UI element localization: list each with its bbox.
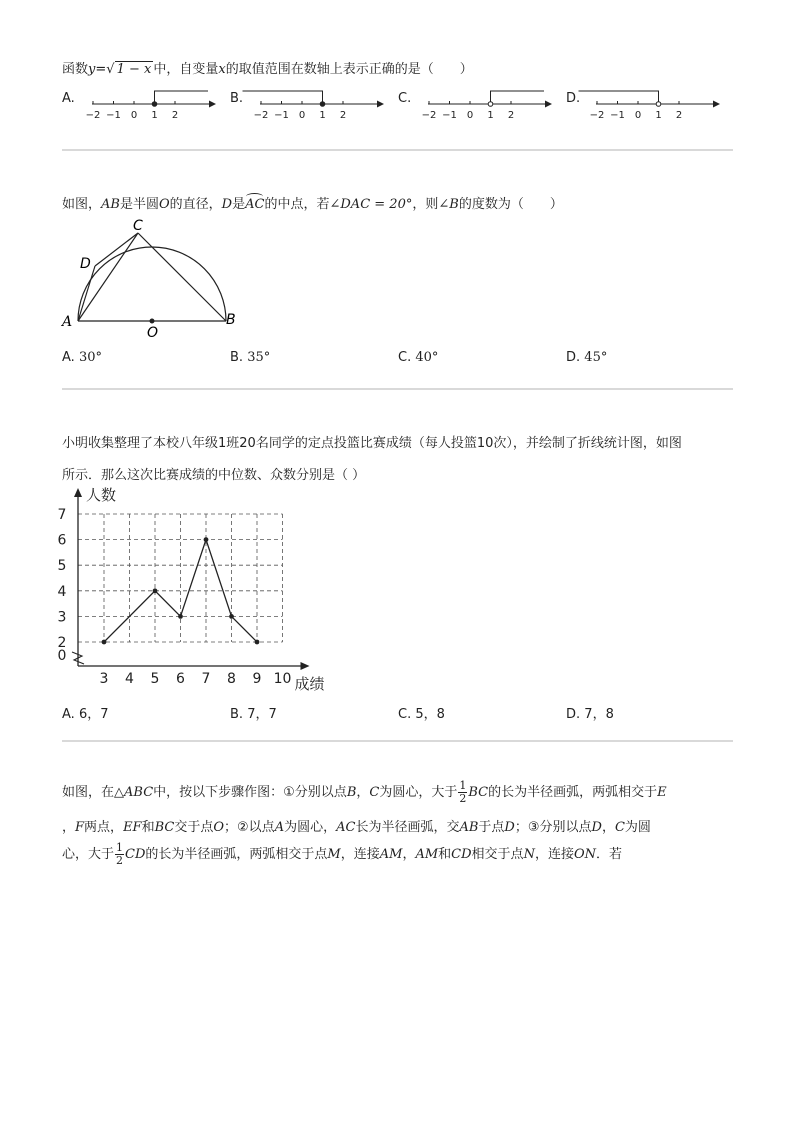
- q4-text: 相交于点: [471, 847, 524, 862]
- q4-line3: [62, 840, 622, 870]
- q1-var-x: x: [218, 62, 226, 77]
- q4-text: ，: [356, 785, 370, 800]
- q1-stem-text: 函数: [62, 62, 89, 77]
- y-axis-arrow: [74, 488, 82, 497]
- data-point: [102, 640, 107, 645]
- y-tick-label: 4: [57, 583, 67, 600]
- q1-sqrt-body: 1 − x: [116, 62, 152, 77]
- tick-label: −2: [589, 110, 605, 121]
- q1-eq: =: [95, 62, 107, 77]
- x-tick-label: 6: [176, 671, 185, 687]
- tick-label: −2: [85, 110, 101, 121]
- center-point-o: [150, 319, 155, 324]
- q1-number-line-d: [589, 86, 722, 121]
- q4-segment-am: AM: [379, 847, 403, 862]
- q4-segment-cd: CD: [125, 847, 146, 862]
- range-bracket: [243, 91, 323, 104]
- option-value: 40°: [415, 350, 439, 365]
- x-tick-label: 3: [99, 671, 109, 687]
- option-value: 45°: [584, 350, 608, 365]
- q2-o: O: [158, 197, 170, 212]
- semicircle-arc: [78, 247, 226, 321]
- q2-option-c[interactable]: [398, 350, 438, 365]
- axis-arrow: [209, 101, 216, 108]
- q4-text: ，连接: [534, 847, 574, 862]
- q4-point-d: D: [591, 820, 602, 835]
- q2-d: D: [221, 197, 233, 212]
- q2-stem: [62, 193, 563, 212]
- y-tick-label: 2: [57, 635, 67, 651]
- q2-text: 如图，: [62, 197, 102, 212]
- q4-fraction-half: [115, 842, 124, 867]
- q4-text: ，: [402, 847, 416, 862]
- q2-text: 的中点，若: [264, 197, 330, 212]
- tick-label: −1: [274, 110, 289, 121]
- q4-text: 为圆心，: [284, 820, 337, 835]
- q2-text: 是: [232, 197, 246, 212]
- filled-point: [320, 102, 325, 107]
- filled-point: [152, 102, 157, 107]
- q2-ab: AB: [101, 197, 120, 212]
- q1-stem-text-b: 中，自变量: [153, 62, 219, 77]
- divider: [62, 740, 733, 742]
- data-point: [255, 640, 260, 645]
- option-label: C.: [398, 350, 412, 365]
- q2-arc-ac: AC: [245, 197, 265, 212]
- q2-option-b[interactable]: [230, 350, 270, 365]
- range-bracket: [155, 91, 209, 104]
- tick-label: −1: [106, 110, 121, 121]
- q4-text: 为圆: [624, 820, 651, 835]
- q4-text: ，: [601, 820, 615, 835]
- y-tick-label: 0: [57, 648, 67, 664]
- q4-line2: [62, 816, 651, 835]
- tick-label: −1: [442, 110, 457, 121]
- q4-text: 的长为半径画弧，两弧相交于: [488, 785, 658, 800]
- q4-text: 如图，在: [62, 785, 115, 800]
- q3-stem-line2: 所示．那么这次比赛成绩的中位数、众数分别是（ ）: [62, 468, 366, 483]
- data-point: [178, 614, 183, 619]
- q2-angle-b: ∠B: [438, 197, 459, 212]
- x-tick-label: 5: [150, 671, 160, 687]
- data-point: [204, 537, 209, 542]
- hollow-point: [656, 102, 661, 107]
- tick-label: 2: [171, 110, 179, 121]
- fraction-denominator: 2: [459, 792, 467, 805]
- tick-label: 2: [339, 110, 347, 121]
- q4-text: 和: [141, 820, 155, 835]
- q4-point-n: N: [523, 847, 535, 862]
- q4-point-c: C: [369, 785, 380, 800]
- option-value: 6，7: [78, 707, 109, 722]
- x-tick-label: 9: [252, 671, 262, 687]
- divider: [62, 149, 733, 151]
- q1-sqrt: √ 1 − x: [106, 62, 152, 77]
- q4-text: ．若: [596, 847, 623, 862]
- q3-option-a[interactable]: [62, 703, 108, 722]
- q4-text: ；②以点: [224, 820, 275, 835]
- option-label: D.: [566, 350, 581, 365]
- label-d: D: [80, 256, 91, 272]
- axis-arrow: [545, 101, 552, 108]
- line-chart: [54, 484, 344, 696]
- q1-stem: [62, 58, 473, 77]
- q2-option-a[interactable]: [62, 350, 102, 365]
- label-o: O: [147, 325, 159, 341]
- q4-point-o: O: [213, 820, 225, 835]
- option-label: B.: [230, 707, 244, 722]
- q1-option-a[interactable]: A.: [62, 91, 75, 106]
- x-tick-label: 10: [273, 671, 292, 687]
- q4-point-d: D: [504, 820, 515, 835]
- option-label: D.: [566, 707, 581, 722]
- x-axis-label: 成绩: [294, 675, 325, 693]
- q4-segment-cd: CD: [451, 847, 472, 862]
- q2-text: 的度数为（ ）: [458, 197, 563, 212]
- q1-number-line-c: [421, 86, 554, 121]
- option-label: A.: [62, 707, 75, 722]
- x-tick-label: 4: [125, 671, 134, 687]
- q4-line1: [62, 778, 667, 808]
- q2-angle: ∠DAC = 20°: [329, 197, 413, 212]
- y-tick-label: 5: [57, 558, 67, 575]
- tick-label: 2: [507, 110, 515, 121]
- q4-segment-ab: AB: [459, 820, 479, 835]
- fraction-denominator: 2: [116, 854, 124, 867]
- tick-label: 0: [466, 110, 474, 121]
- range-bracket: [491, 91, 545, 104]
- label-c: C: [133, 218, 143, 234]
- q3-stem-line1: 小明收集整理了本校八年级1班20名同学的定点投篮比赛成绩（每人投篮10次），并绘制了折线统计图，如图: [62, 436, 682, 451]
- q4-text: 和: [438, 847, 452, 862]
- q4-text: 心，大于: [62, 847, 115, 862]
- q4-point-e: E: [657, 785, 667, 800]
- q3-option-c[interactable]: [398, 703, 445, 722]
- tick-label: 0: [634, 110, 642, 121]
- data-point: [229, 614, 234, 619]
- data-point: [153, 588, 158, 593]
- q4-text: ，: [62, 820, 76, 835]
- q1-var-y: y: [88, 62, 96, 77]
- tick-label: 1: [487, 110, 494, 121]
- tick-label: 1: [319, 110, 326, 121]
- q2-text: 是半圆: [119, 197, 159, 212]
- option-label: A.: [62, 350, 75, 365]
- q4-text: ，连接: [340, 847, 380, 862]
- chord-ad: [78, 266, 95, 321]
- label-a: A: [62, 314, 73, 330]
- q4-text: ；③分别以点: [514, 820, 592, 835]
- q2-option-d[interactable]: [566, 350, 607, 365]
- chord-ac: [78, 233, 138, 321]
- q4-triangle: △ABC: [114, 785, 154, 800]
- q4-segment-bc: BC: [468, 785, 489, 800]
- q4-text: 为圆心，大于: [379, 785, 458, 800]
- option-value: 7，7: [247, 707, 277, 722]
- tick-label: 2: [675, 110, 683, 121]
- q4-point-c: C: [614, 820, 625, 835]
- q4-segment-on: ON: [573, 847, 596, 862]
- tick-label: −1: [610, 110, 625, 121]
- y-tick-label: 7: [57, 507, 67, 523]
- q4-text: 的长为半径画弧，两弧相交于点: [145, 847, 328, 862]
- tick-label: 0: [130, 110, 138, 121]
- q1-stem-text-c: 的取值范围在数轴上表示正确的是（ ）: [225, 62, 473, 77]
- q4-text: 于点: [478, 820, 505, 835]
- option-label: C.: [398, 707, 412, 722]
- q4-fraction-half: [458, 780, 467, 805]
- tick-label: −2: [421, 110, 437, 121]
- q3-option-b[interactable]: [230, 703, 277, 722]
- option-value: 5，8: [415, 707, 445, 722]
- x-tick-label: 7: [201, 671, 211, 687]
- q4-text: 长为半径画弧，交: [355, 820, 460, 835]
- y-tick-label: 3: [57, 609, 67, 626]
- divider: [62, 388, 733, 390]
- q1-number-line-a: [85, 86, 218, 121]
- q4-point-a: A: [274, 820, 285, 835]
- fraction-numerator: 1: [459, 779, 467, 792]
- q1-number-line-b: [253, 86, 386, 121]
- q1-option-d[interactable]: D.: [566, 91, 581, 106]
- tick-label: −2: [253, 110, 269, 121]
- q4-segment-am: AM: [415, 847, 439, 862]
- q4-segment-ef: EF: [123, 820, 142, 835]
- q4-text: 交于点: [174, 820, 214, 835]
- axis-arrow: [713, 101, 720, 108]
- chord-cb: [138, 233, 226, 321]
- tick-label: 0: [298, 110, 306, 121]
- q4-segment-bc: BC: [154, 820, 175, 835]
- axis-arrow: [377, 101, 384, 108]
- label-b: B: [226, 312, 236, 328]
- q2-text: ，则: [412, 197, 439, 212]
- q4-point-f: F: [75, 820, 85, 835]
- q4-text: 两点，: [84, 820, 124, 835]
- option-value: 7，8: [584, 707, 614, 722]
- q4-segment-ac: AC: [336, 820, 356, 835]
- option-value: 30°: [78, 350, 102, 365]
- semicircle-figure: [58, 214, 248, 342]
- fraction-numerator: 1: [116, 841, 124, 854]
- q2-text: 的直径，: [169, 197, 222, 212]
- y-axis-label: 人数: [86, 486, 117, 504]
- hollow-point: [488, 102, 493, 107]
- x-axis-arrow: [301, 662, 310, 670]
- x-tick-label: 8: [227, 671, 236, 687]
- q1-option-c[interactable]: C.: [398, 91, 412, 106]
- option-value: 35°: [247, 350, 271, 365]
- q4-point-m: M: [327, 847, 341, 862]
- q1-option-b[interactable]: B.: [230, 91, 244, 106]
- q3-option-d[interactable]: [566, 703, 614, 722]
- y-tick-label: 6: [57, 532, 67, 549]
- option-label: B.: [230, 350, 244, 365]
- q4-point-b: B: [346, 785, 357, 800]
- tick-label: 1: [151, 110, 158, 121]
- q4-text: 中，按以下步骤作图：①分别以点: [153, 785, 347, 800]
- range-bracket: [579, 91, 659, 104]
- tick-label: 1: [655, 110, 662, 121]
